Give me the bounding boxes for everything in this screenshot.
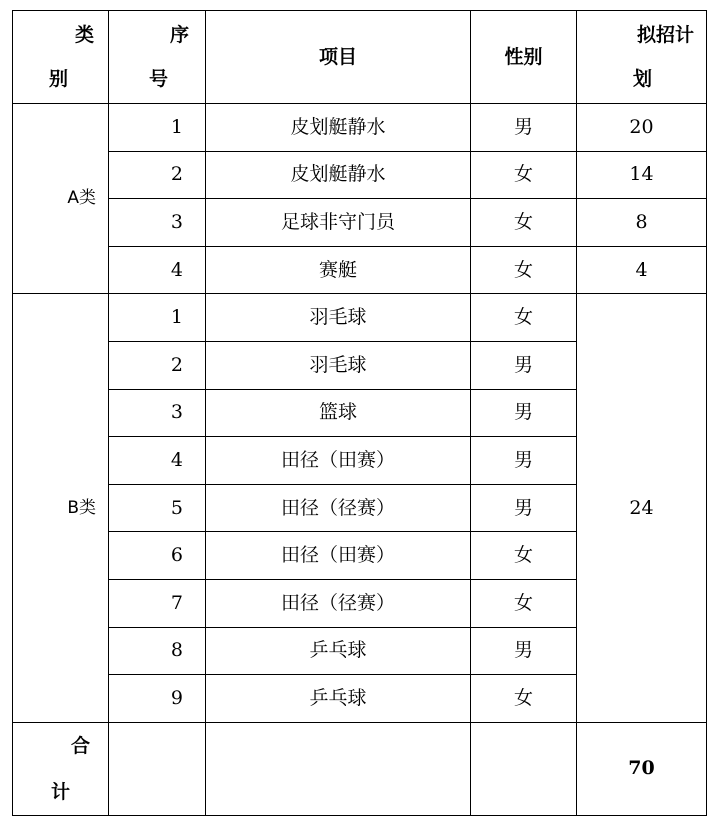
plan-cell: 8 — [577, 199, 707, 247]
project-cell: 田径（径赛） — [206, 484, 471, 532]
project-cell: 足球非守门员 — [206, 199, 471, 247]
plan-cell: 20 — [577, 104, 707, 152]
plan-cell: 14 — [577, 151, 707, 199]
total-seq-empty — [109, 722, 206, 815]
project-cell: 田径（径赛） — [206, 579, 471, 627]
project-cell: 田径（田赛） — [206, 437, 471, 485]
seq-cell: 1 — [109, 294, 206, 342]
header-gender: 性别 — [471, 11, 577, 104]
header-plan: 拟招计 划 — [577, 11, 707, 104]
total-project-empty — [206, 722, 471, 815]
seq-cell: 2 — [109, 341, 206, 389]
seq-cell: 3 — [109, 389, 206, 437]
table-row — [13, 199, 707, 247]
plan-cell: 4 — [577, 246, 707, 294]
gender-cell: 女 — [471, 151, 577, 199]
project-cell: 乒乓球 — [206, 627, 471, 675]
project-cell: 皮划艇静水 — [206, 104, 471, 152]
gender-cell: 男 — [471, 104, 577, 152]
table-row — [13, 104, 707, 152]
gender-cell: 女 — [471, 246, 577, 294]
gender-cell: 女 — [471, 294, 577, 342]
header-category: 类 别 — [13, 11, 109, 104]
seq-cell: 4 — [109, 437, 206, 485]
recruitment-plan-table — [12, 10, 707, 816]
project-cell: 羽毛球 — [206, 341, 471, 389]
gender-cell: 女 — [471, 579, 577, 627]
seq-cell: 9 — [109, 675, 206, 723]
category-b-plan: 24 — [577, 294, 707, 722]
project-cell: 田径（田赛） — [206, 532, 471, 580]
seq-cell: 5 — [109, 484, 206, 532]
header-seq: 序 号 — [109, 11, 206, 104]
table-row — [13, 294, 707, 342]
project-cell: 皮划艇静水 — [206, 151, 471, 199]
gender-cell: 男 — [471, 341, 577, 389]
total-value: 70 — [577, 722, 707, 815]
seq-cell: 4 — [109, 246, 206, 294]
header-row — [13, 11, 707, 104]
seq-cell: 7 — [109, 579, 206, 627]
gender-cell: 男 — [471, 437, 577, 485]
table-row — [13, 246, 707, 294]
project-cell: 羽毛球 — [206, 294, 471, 342]
table-row — [13, 151, 707, 199]
total-label: 合 计 — [13, 722, 109, 815]
total-gender-empty — [471, 722, 577, 815]
seq-cell: 1 — [109, 104, 206, 152]
seq-cell: 8 — [109, 627, 206, 675]
gender-cell: 女 — [471, 199, 577, 247]
gender-cell: 男 — [471, 627, 577, 675]
project-cell: 乒乓球 — [206, 675, 471, 723]
category-a-label: A类 — [13, 104, 109, 294]
seq-cell: 3 — [109, 199, 206, 247]
category-b-label: B类 — [13, 294, 109, 722]
project-cell: 篮球 — [206, 389, 471, 437]
gender-cell: 女 — [471, 675, 577, 723]
project-cell: 赛艇 — [206, 246, 471, 294]
header-project: 项目 — [206, 11, 471, 104]
gender-cell: 女 — [471, 532, 577, 580]
seq-cell: 6 — [109, 532, 206, 580]
seq-cell: 2 — [109, 151, 206, 199]
total-row — [13, 722, 707, 815]
gender-cell: 男 — [471, 389, 577, 437]
gender-cell: 男 — [471, 484, 577, 532]
